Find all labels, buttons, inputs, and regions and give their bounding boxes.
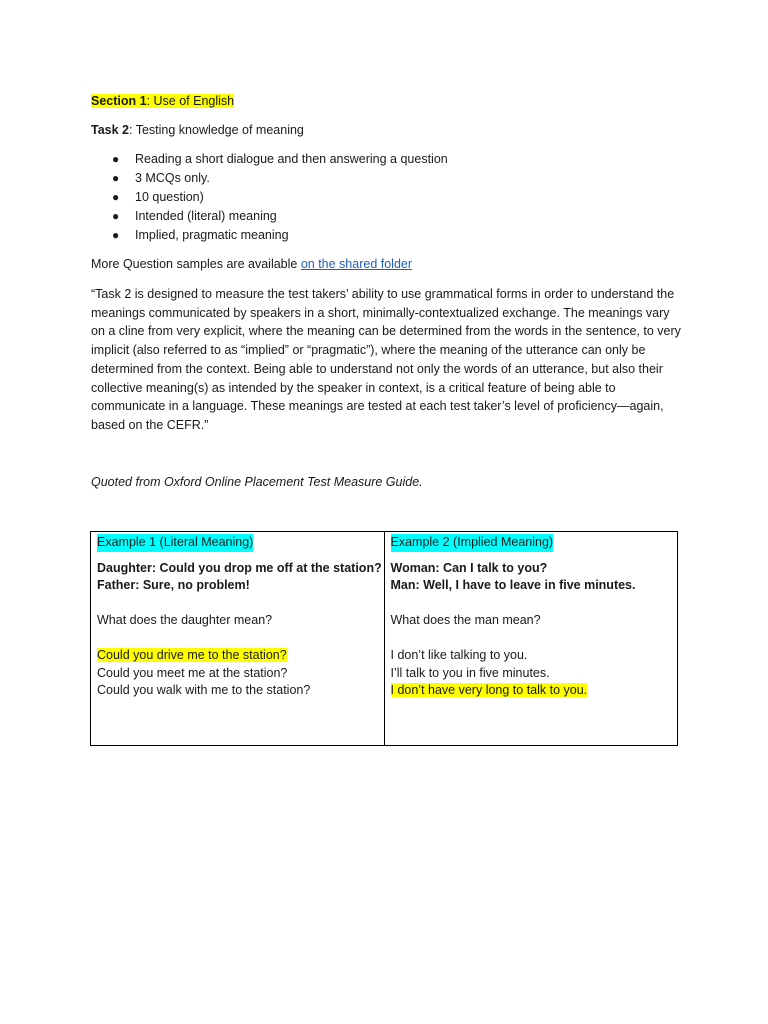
example1-cell <box>91 532 385 746</box>
list-item <box>91 151 448 170</box>
section-title: : Use of English <box>146 94 235 108</box>
list-item <box>91 170 448 189</box>
quote-paragraph: “Task 2 is designed to measure the test takers’ ability to use grammatical forms in order to understand the meanings communicated by speakers in a short, minimally-contextualized exchange. The meanings vary on a cline from very explicit, where the meaning can be determined from the words in the sentence, to very implicit (also referred to as “implied” or “pragmatic”), where the meaning of the utterance can only be determined from the context. Being able to understand not only the words of an utterance, but also their collective meaning(s) as intended by the speaker in context, is a critical feature of being able to communicate in a language. These meanings are tested at each test taker’s level of proficiency—again, based on the CEFR.” <box>91 287 681 432</box>
list-item <box>91 189 448 208</box>
example2-correct-option: I don’t have very long to talk to you. <box>390 683 588 697</box>
example1-option: Could you walk with me to the station? <box>97 683 311 697</box>
more-samples-line <box>91 256 412 273</box>
example1-correct-option: Could you drive me to the station? <box>97 648 287 662</box>
example1-heading: Example 1 (Literal Meaning) <box>97 534 253 552</box>
example2-option: I’ll talk to you in five minutes. <box>390 665 550 680</box>
example1-option: Could you meet me at the station? <box>97 665 288 680</box>
bullet-icon: ● <box>112 209 120 223</box>
list-item <box>91 227 448 246</box>
bullet-icon: ● <box>112 171 120 185</box>
example2-heading: Example 2 (Implied Meaning) <box>391 534 554 552</box>
task-bullet-list <box>91 151 448 246</box>
bullet-icon: ● <box>112 152 120 166</box>
shared-folder-link[interactable]: on the shared folder <box>300 257 413 271</box>
example2-option: I don’t like talking to you. <box>390 648 528 662</box>
task-label: Task 2 <box>91 123 129 137</box>
section-heading-highlight <box>91 94 234 108</box>
task-title: : Testing knowledge of meaning <box>129 123 304 137</box>
table-row <box>91 532 678 746</box>
bullet-text: 3 MCQs only. <box>135 171 210 185</box>
example2-cell <box>384 532 678 746</box>
examples-table <box>90 531 678 746</box>
bullet-icon: ● <box>112 190 120 204</box>
example1-dialogue-line: Father: Sure, no problem! <box>97 578 250 592</box>
example1-dialogue-line: Daughter: Could you drop me off at the station? <box>97 560 382 575</box>
example2-dialogue-line: Man: Well, I have to leave in five minutes. <box>390 578 636 592</box>
example1-question: What does the daughter mean? <box>97 613 273 627</box>
bullet-text: Intended (literal) meaning <box>135 209 277 223</box>
spacer <box>97 595 378 613</box>
quote-source: Quoted from Oxford Online Placement Test Measure Guide. <box>91 475 423 489</box>
section-heading <box>91 93 234 110</box>
bullet-text: Reading a short dialogue and then answering a question <box>135 152 448 166</box>
section-label: Section 1 <box>91 94 147 108</box>
bullet-text: 10 question) <box>135 190 204 204</box>
list-item <box>91 208 448 227</box>
example2-question: What does the man mean? <box>390 613 541 627</box>
spacer <box>97 630 378 648</box>
example2-dialogue-line: Woman: Can I talk to you? <box>390 560 548 575</box>
more-samples-text: More Question samples are available <box>91 257 301 271</box>
spacer <box>391 595 672 613</box>
bullet-icon: ● <box>112 228 120 242</box>
bullet-text: Implied, pragmatic meaning <box>135 228 289 242</box>
spacer <box>391 630 672 648</box>
task-heading <box>91 122 304 139</box>
